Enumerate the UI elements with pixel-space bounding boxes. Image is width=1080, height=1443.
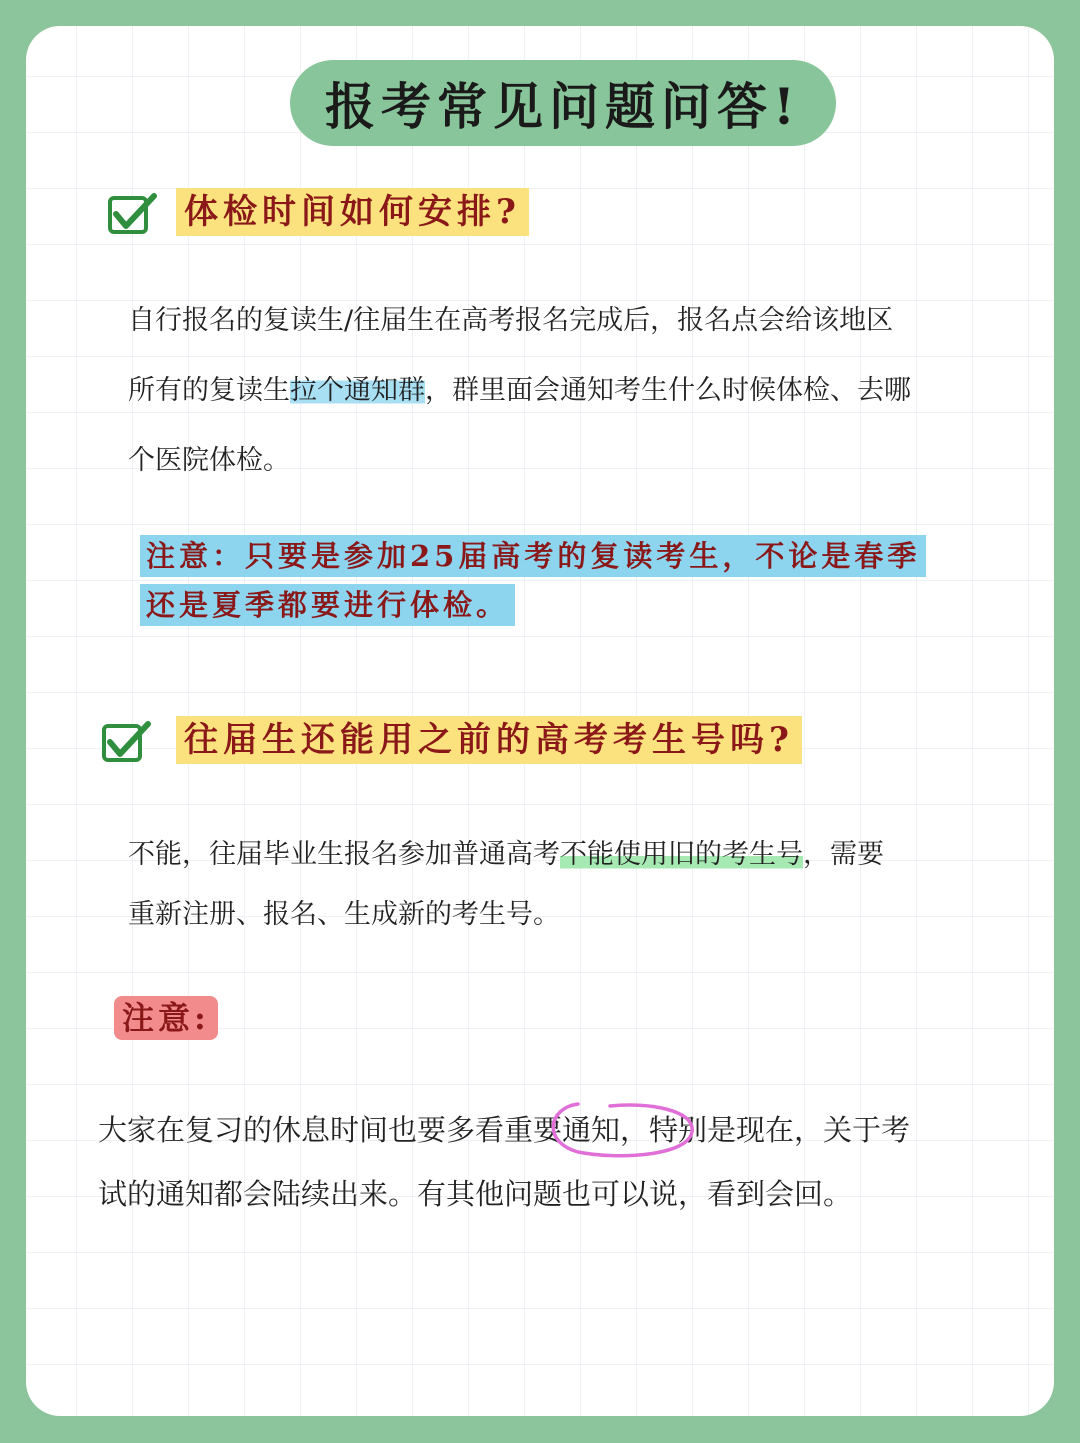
answer-1-line-1: 自行报名的复读生/往届生在高考报名完成后，报名点会给该地区 — [128, 305, 894, 336]
warning-text — [98, 1108, 1038, 1238]
checkbox-check-icon — [108, 192, 160, 236]
answer-1-line-3: 个医院体检。 — [128, 445, 290, 476]
important-notice-text: 重要通知 — [504, 1113, 621, 1147]
highlight-notification-group: 拉个通知群 — [290, 375, 425, 406]
answer-1-line-2: 所有的复读生拉个通知群，群里面会通知考生什么时候体检、去哪 — [128, 375, 911, 406]
page-title: 报考常见问题问答! — [325, 77, 801, 136]
answer-1 — [128, 298, 1008, 498]
answer-2 — [128, 832, 1008, 962]
title-banner — [290, 60, 836, 146]
highlight-old-number: 不能使用旧的考生号 — [560, 839, 803, 870]
warning-badge: 注意: — [114, 996, 218, 1040]
warning-line-1: 大家在复习的休息时间也要多看重要通知，特别是现在，关于考 — [98, 1113, 911, 1147]
question-1-label: 体检时间如何安排? — [176, 188, 529, 236]
warning-line-2: 试的通知都会陆续出来。有其他问题也可以说，看到会回。 — [98, 1177, 853, 1211]
note-1-line-2: 还是夏季都要进行体检。 — [140, 584, 515, 626]
answer-2-line-2: 重新注册、报名、生成新的考生号。 — [128, 899, 560, 930]
answer-2-line-1: 不能，往届毕业生报名参加普通高考不能使用旧的考生号，需要 — [128, 839, 884, 870]
note-1-line-1: 注意：只要是参加25届高考的复读考生，不论是春季 — [140, 535, 926, 577]
content-card — [26, 26, 1054, 1416]
question-2-label: 往届生还能用之前的高考考生号吗? — [176, 716, 802, 764]
checkbox-check-icon — [102, 720, 154, 764]
